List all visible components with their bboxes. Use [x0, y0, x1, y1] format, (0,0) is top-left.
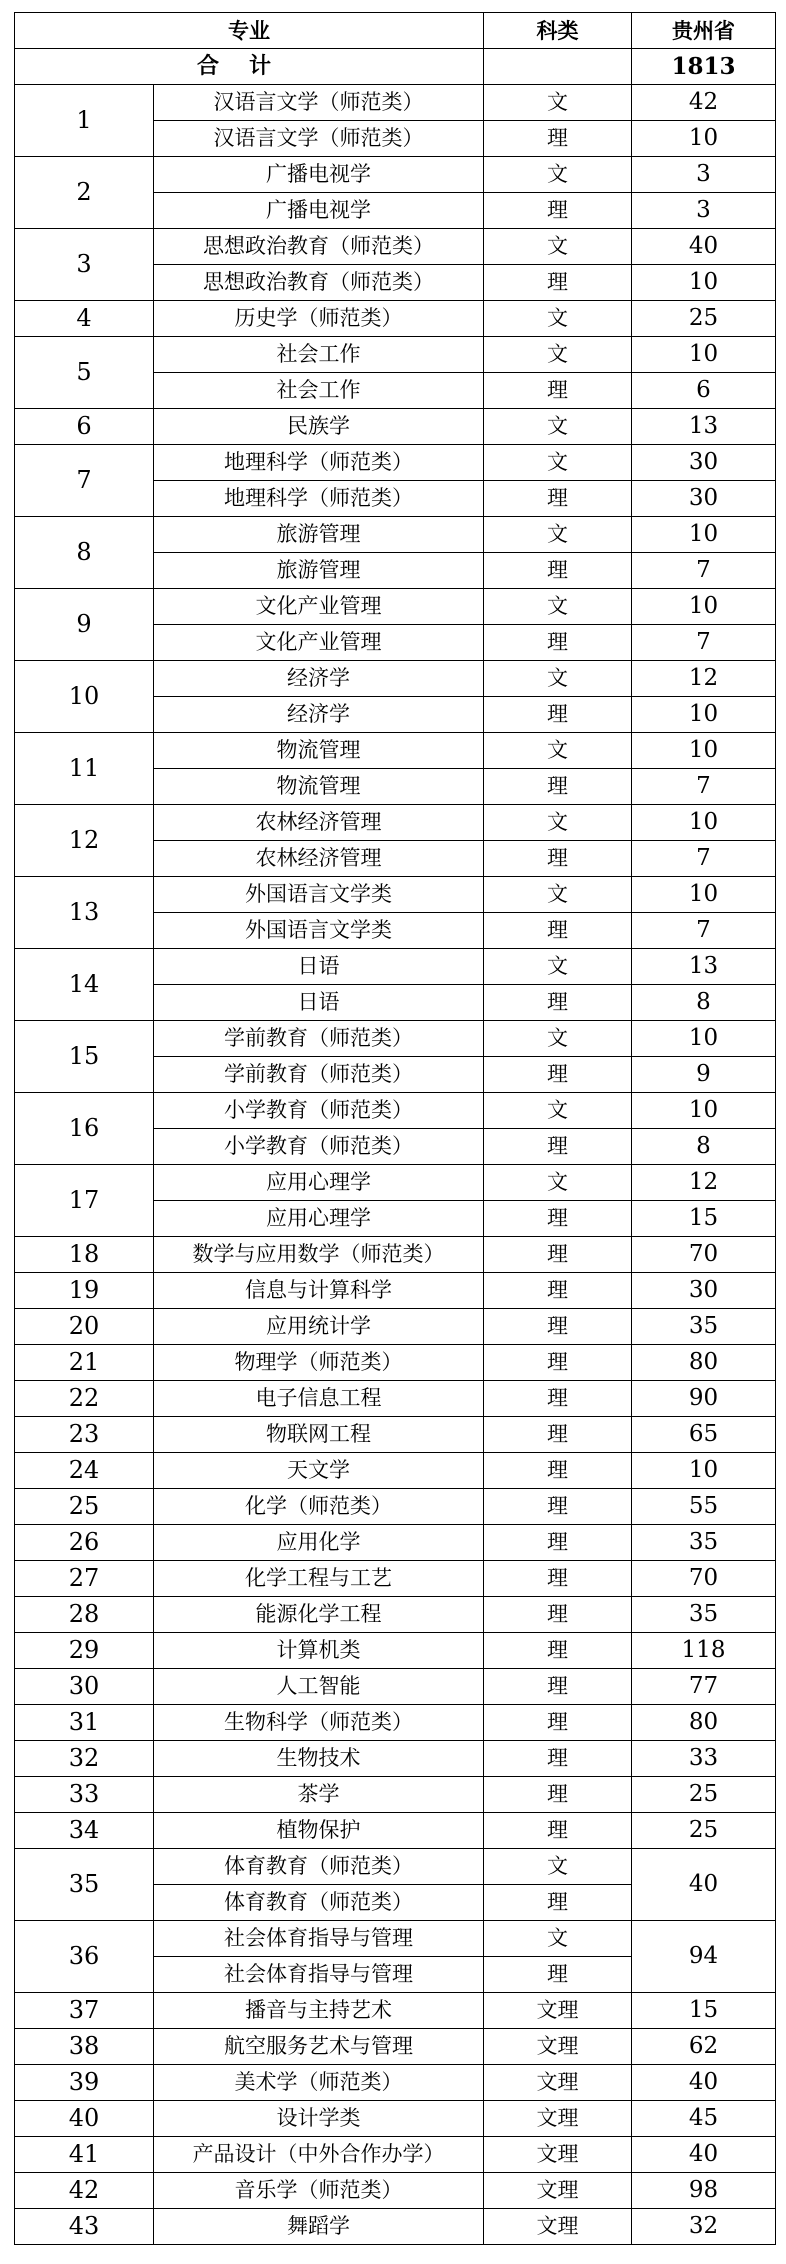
table-row	[15, 733, 776, 769]
subject-category: 文	[484, 877, 632, 913]
row-number: 18	[15, 1237, 154, 1273]
quota-value: 10	[632, 1021, 776, 1057]
table-row	[15, 1993, 776, 2029]
major-name: 生物科学（师范类）	[154, 1705, 484, 1741]
row-number: 39	[15, 2065, 154, 2101]
row-number: 17	[15, 1165, 154, 1237]
quota-value: 32	[632, 2209, 776, 2245]
major-name: 播音与主持艺术	[154, 1993, 484, 2029]
quota-value: 25	[632, 301, 776, 337]
table-row	[15, 1597, 776, 1633]
subject-category: 理	[484, 1201, 632, 1237]
table-row	[15, 1165, 776, 1201]
table-row	[15, 2065, 776, 2101]
subject-category: 理	[484, 985, 632, 1021]
row-number: 28	[15, 1597, 154, 1633]
quota-value: 8	[632, 1129, 776, 1165]
row-number: 40	[15, 2101, 154, 2137]
quota-value: 10	[632, 1453, 776, 1489]
table-row	[15, 1417, 776, 1453]
major-name: 旅游管理	[154, 553, 484, 589]
subject-category: 理	[484, 1741, 632, 1777]
major-name: 舞蹈学	[154, 2209, 484, 2245]
major-name: 数学与应用数学（师范类）	[154, 1237, 484, 1273]
table-row	[15, 1813, 776, 1849]
subject-category: 理	[484, 1957, 632, 1993]
subject-category: 理	[484, 1273, 632, 1309]
quota-value: 42	[632, 85, 776, 121]
quota-value: 10	[632, 337, 776, 373]
table-body	[15, 85, 776, 2245]
major-name: 历史学（师范类）	[154, 301, 484, 337]
major-name: 物联网工程	[154, 1417, 484, 1453]
table-row	[15, 1777, 776, 1813]
subject-category: 文理	[484, 2209, 632, 2245]
enrollment-table-container	[14, 12, 775, 2245]
subject-category: 文	[484, 733, 632, 769]
quota-value: 10	[632, 697, 776, 733]
quota-value: 35	[632, 1525, 776, 1561]
table-row	[15, 1453, 776, 1489]
subject-category: 理	[484, 769, 632, 805]
major-name: 应用心理学	[154, 1165, 484, 1201]
major-name: 音乐学（师范类）	[154, 2173, 484, 2209]
quota-value: 10	[632, 265, 776, 301]
table-row	[15, 1093, 776, 1129]
subject-category: 文理	[484, 1993, 632, 2029]
subject-category: 理	[484, 481, 632, 517]
major-name: 天文学	[154, 1453, 484, 1489]
subject-category: 理	[484, 1453, 632, 1489]
table-row	[15, 301, 776, 337]
major-name: 地理科学（师范类）	[154, 481, 484, 517]
row-number: 34	[15, 1813, 154, 1849]
row-number: 16	[15, 1093, 154, 1165]
row-number: 42	[15, 2173, 154, 2209]
subject-category: 文	[484, 517, 632, 553]
subject-category: 文	[484, 1921, 632, 1957]
table-row	[15, 85, 776, 121]
enrollment-plan-table	[14, 12, 776, 2245]
major-name: 应用统计学	[154, 1309, 484, 1345]
row-number: 9	[15, 589, 154, 661]
subject-category: 理	[484, 1525, 632, 1561]
major-name: 应用化学	[154, 1525, 484, 1561]
quota-value: 77	[632, 1669, 776, 1705]
table-row	[15, 1633, 776, 1669]
subject-category: 文	[484, 949, 632, 985]
table-row	[15, 337, 776, 373]
subject-category: 文理	[484, 2065, 632, 2101]
quota-value: 40	[632, 2065, 776, 2101]
quota-value: 6	[632, 373, 776, 409]
quota-value: 30	[632, 481, 776, 517]
quota-value: 13	[632, 949, 776, 985]
subject-category: 理	[484, 1633, 632, 1669]
subject-category: 文理	[484, 2029, 632, 2065]
table-row	[15, 2173, 776, 2209]
quota-value: 15	[632, 1201, 776, 1237]
quota-value: 7	[632, 913, 776, 949]
major-name: 小学教育（师范类）	[154, 1093, 484, 1129]
row-number: 43	[15, 2209, 154, 2245]
major-name: 文化产业管理	[154, 625, 484, 661]
table-row	[15, 1237, 776, 1273]
major-name: 民族学	[154, 409, 484, 445]
table-row	[15, 2029, 776, 2065]
row-number: 19	[15, 1273, 154, 1309]
table-row	[15, 589, 776, 625]
table-row	[15, 229, 776, 265]
quota-value: 70	[632, 1237, 776, 1273]
row-number: 5	[15, 337, 154, 409]
table-row	[15, 1849, 776, 1885]
subject-category: 理	[484, 1309, 632, 1345]
major-name: 日语	[154, 949, 484, 985]
subject-category: 理	[484, 373, 632, 409]
row-number: 1	[15, 85, 154, 157]
quota-value: 80	[632, 1705, 776, 1741]
row-number: 7	[15, 445, 154, 517]
major-name: 学前教育（师范类）	[154, 1021, 484, 1057]
subject-category: 理	[484, 1885, 632, 1921]
subject-category: 文	[484, 445, 632, 481]
major-name: 人工智能	[154, 1669, 484, 1705]
table-row	[15, 661, 776, 697]
table-row	[15, 949, 776, 985]
row-number: 30	[15, 1669, 154, 1705]
quota-value: 25	[632, 1813, 776, 1849]
row-number: 37	[15, 1993, 154, 2029]
quota-value: 10	[632, 517, 776, 553]
major-name: 化学（师范类）	[154, 1489, 484, 1525]
quota-value: 10	[632, 805, 776, 841]
quota-value: 12	[632, 661, 776, 697]
major-name: 经济学	[154, 661, 484, 697]
row-number: 31	[15, 1705, 154, 1741]
major-name: 思想政治教育（师范类）	[154, 265, 484, 301]
quota-value: 55	[632, 1489, 776, 1525]
table-row	[15, 1921, 776, 1957]
major-name: 社会体育指导与管理	[154, 1957, 484, 1993]
quota-value: 94	[632, 1921, 776, 1993]
subject-category: 理	[484, 1129, 632, 1165]
quota-value: 10	[632, 733, 776, 769]
major-name: 汉语言文学（师范类）	[154, 85, 484, 121]
row-number: 29	[15, 1633, 154, 1669]
total-category	[484, 49, 632, 85]
subject-category: 理	[484, 1381, 632, 1417]
table-row	[15, 2209, 776, 2245]
subject-category: 文	[484, 1021, 632, 1057]
subject-category: 文理	[484, 2137, 632, 2173]
row-number: 15	[15, 1021, 154, 1093]
quota-value: 35	[632, 1309, 776, 1345]
major-name: 信息与计算科学	[154, 1273, 484, 1309]
table-row	[15, 1741, 776, 1777]
row-number: 26	[15, 1525, 154, 1561]
major-name: 化学工程与工艺	[154, 1561, 484, 1597]
row-number: 24	[15, 1453, 154, 1489]
table-row	[15, 1489, 776, 1525]
quota-value: 70	[632, 1561, 776, 1597]
major-name: 产品设计（中外合作办学）	[154, 2137, 484, 2173]
header-major: 专业	[15, 13, 484, 49]
major-name: 体育教育（师范类）	[154, 1849, 484, 1885]
table-row	[15, 157, 776, 193]
subject-category: 文	[484, 85, 632, 121]
table-row	[15, 2137, 776, 2173]
row-number: 11	[15, 733, 154, 805]
subject-category: 理	[484, 193, 632, 229]
total-label: 合计	[15, 49, 484, 85]
subject-category: 文	[484, 661, 632, 697]
subject-category: 文	[484, 1849, 632, 1885]
major-name: 农林经济管理	[154, 841, 484, 877]
header-province: 贵州省	[632, 13, 776, 49]
row-number: 20	[15, 1309, 154, 1345]
quota-value: 7	[632, 625, 776, 661]
subject-category: 文	[484, 1093, 632, 1129]
major-name: 茶学	[154, 1777, 484, 1813]
quota-value: 15	[632, 1993, 776, 2029]
row-number: 2	[15, 157, 154, 229]
subject-category: 文	[484, 589, 632, 625]
major-name: 小学教育（师范类）	[154, 1129, 484, 1165]
subject-category: 理	[484, 841, 632, 877]
table-row	[15, 877, 776, 913]
table-row	[15, 805, 776, 841]
quota-value: 65	[632, 1417, 776, 1453]
subject-category: 理	[484, 1705, 632, 1741]
major-name: 思想政治教育（师范类）	[154, 229, 484, 265]
major-name: 经济学	[154, 697, 484, 733]
subject-category: 理	[484, 1597, 632, 1633]
quota-value: 7	[632, 841, 776, 877]
subject-category: 理	[484, 1345, 632, 1381]
table-row	[15, 1345, 776, 1381]
table-row	[15, 1525, 776, 1561]
quota-value: 7	[632, 553, 776, 589]
major-name: 旅游管理	[154, 517, 484, 553]
row-number: 14	[15, 949, 154, 1021]
row-number: 38	[15, 2029, 154, 2065]
quota-value: 13	[632, 409, 776, 445]
total-value: 1813	[632, 49, 776, 85]
quota-value: 12	[632, 1165, 776, 1201]
major-name: 物流管理	[154, 733, 484, 769]
quota-value: 40	[632, 2137, 776, 2173]
quota-value: 10	[632, 589, 776, 625]
major-name: 计算机类	[154, 1633, 484, 1669]
subject-category: 理	[484, 1237, 632, 1273]
quota-value: 10	[632, 121, 776, 157]
row-number: 8	[15, 517, 154, 589]
major-name: 物理学（师范类）	[154, 1345, 484, 1381]
major-name: 地理科学（师范类）	[154, 445, 484, 481]
subject-category: 理	[484, 697, 632, 733]
quota-value: 10	[632, 1093, 776, 1129]
subject-category: 理	[484, 913, 632, 949]
major-name: 美术学（师范类）	[154, 2065, 484, 2101]
subject-category: 理	[484, 1669, 632, 1705]
subject-category: 文	[484, 337, 632, 373]
subject-category: 理	[484, 121, 632, 157]
subject-category: 理	[484, 1813, 632, 1849]
subject-category: 理	[484, 625, 632, 661]
table-row	[15, 1381, 776, 1417]
table-row	[15, 1309, 776, 1345]
quota-value: 30	[632, 445, 776, 481]
quota-value: 3	[632, 193, 776, 229]
major-name: 外国语言文学类	[154, 877, 484, 913]
quota-value: 30	[632, 1273, 776, 1309]
row-number: 27	[15, 1561, 154, 1597]
row-number: 25	[15, 1489, 154, 1525]
subject-category: 文	[484, 229, 632, 265]
table-row	[15, 1561, 776, 1597]
row-number: 22	[15, 1381, 154, 1417]
quota-value: 9	[632, 1057, 776, 1093]
subject-category: 文	[484, 409, 632, 445]
quota-value: 35	[632, 1597, 776, 1633]
major-name: 社会体育指导与管理	[154, 1921, 484, 1957]
major-name: 汉语言文学（师范类）	[154, 121, 484, 157]
quota-value: 98	[632, 2173, 776, 2209]
row-number: 12	[15, 805, 154, 877]
row-number: 3	[15, 229, 154, 301]
subject-category: 文	[484, 805, 632, 841]
quota-value: 33	[632, 1741, 776, 1777]
row-number: 35	[15, 1849, 154, 1921]
row-number: 32	[15, 1741, 154, 1777]
quota-value: 45	[632, 2101, 776, 2137]
quota-value: 7	[632, 769, 776, 805]
quota-value: 40	[632, 229, 776, 265]
major-name: 文化产业管理	[154, 589, 484, 625]
subject-category: 理	[484, 1777, 632, 1813]
table-row	[15, 2101, 776, 2137]
subject-category: 理	[484, 265, 632, 301]
table-row	[15, 445, 776, 481]
row-number: 33	[15, 1777, 154, 1813]
major-name: 应用心理学	[154, 1201, 484, 1237]
row-number: 41	[15, 2137, 154, 2173]
table-row	[15, 409, 776, 445]
major-name: 电子信息工程	[154, 1381, 484, 1417]
row-number: 23	[15, 1417, 154, 1453]
quota-value: 10	[632, 877, 776, 913]
subject-category: 理	[484, 1489, 632, 1525]
major-name: 农林经济管理	[154, 805, 484, 841]
major-name: 日语	[154, 985, 484, 1021]
total-row	[15, 49, 776, 85]
quota-value: 118	[632, 1633, 776, 1669]
header-row	[15, 13, 776, 49]
table-row	[15, 1705, 776, 1741]
major-name: 广播电视学	[154, 157, 484, 193]
table-row	[15, 1021, 776, 1057]
major-name: 社会工作	[154, 337, 484, 373]
major-name: 广播电视学	[154, 193, 484, 229]
subject-category: 文	[484, 157, 632, 193]
subject-category: 理	[484, 553, 632, 589]
major-name: 植物保护	[154, 1813, 484, 1849]
major-name: 设计学类	[154, 2101, 484, 2137]
row-number: 6	[15, 409, 154, 445]
quota-value: 62	[632, 2029, 776, 2065]
subject-category: 理	[484, 1417, 632, 1453]
quota-value: 8	[632, 985, 776, 1021]
table-row	[15, 1669, 776, 1705]
subject-category: 文理	[484, 2101, 632, 2137]
major-name: 学前教育（师范类）	[154, 1057, 484, 1093]
header-category: 科类	[484, 13, 632, 49]
major-name: 能源化学工程	[154, 1597, 484, 1633]
subject-category: 理	[484, 1057, 632, 1093]
major-name: 航空服务艺术与管理	[154, 2029, 484, 2065]
quota-value: 25	[632, 1777, 776, 1813]
quota-value: 90	[632, 1381, 776, 1417]
row-number: 21	[15, 1345, 154, 1381]
quota-value: 40	[632, 1849, 776, 1921]
table-row	[15, 1273, 776, 1309]
subject-category: 文理	[484, 2173, 632, 2209]
subject-category: 理	[484, 1561, 632, 1597]
major-name: 社会工作	[154, 373, 484, 409]
row-number: 13	[15, 877, 154, 949]
row-number: 4	[15, 301, 154, 337]
row-number: 10	[15, 661, 154, 733]
row-number: 36	[15, 1921, 154, 1993]
major-name: 物流管理	[154, 769, 484, 805]
table-row	[15, 517, 776, 553]
subject-category: 文	[484, 1165, 632, 1201]
quota-value: 80	[632, 1345, 776, 1381]
major-name: 外国语言文学类	[154, 913, 484, 949]
major-name: 生物技术	[154, 1741, 484, 1777]
major-name: 体育教育（师范类）	[154, 1885, 484, 1921]
subject-category: 文	[484, 301, 632, 337]
quota-value: 3	[632, 157, 776, 193]
